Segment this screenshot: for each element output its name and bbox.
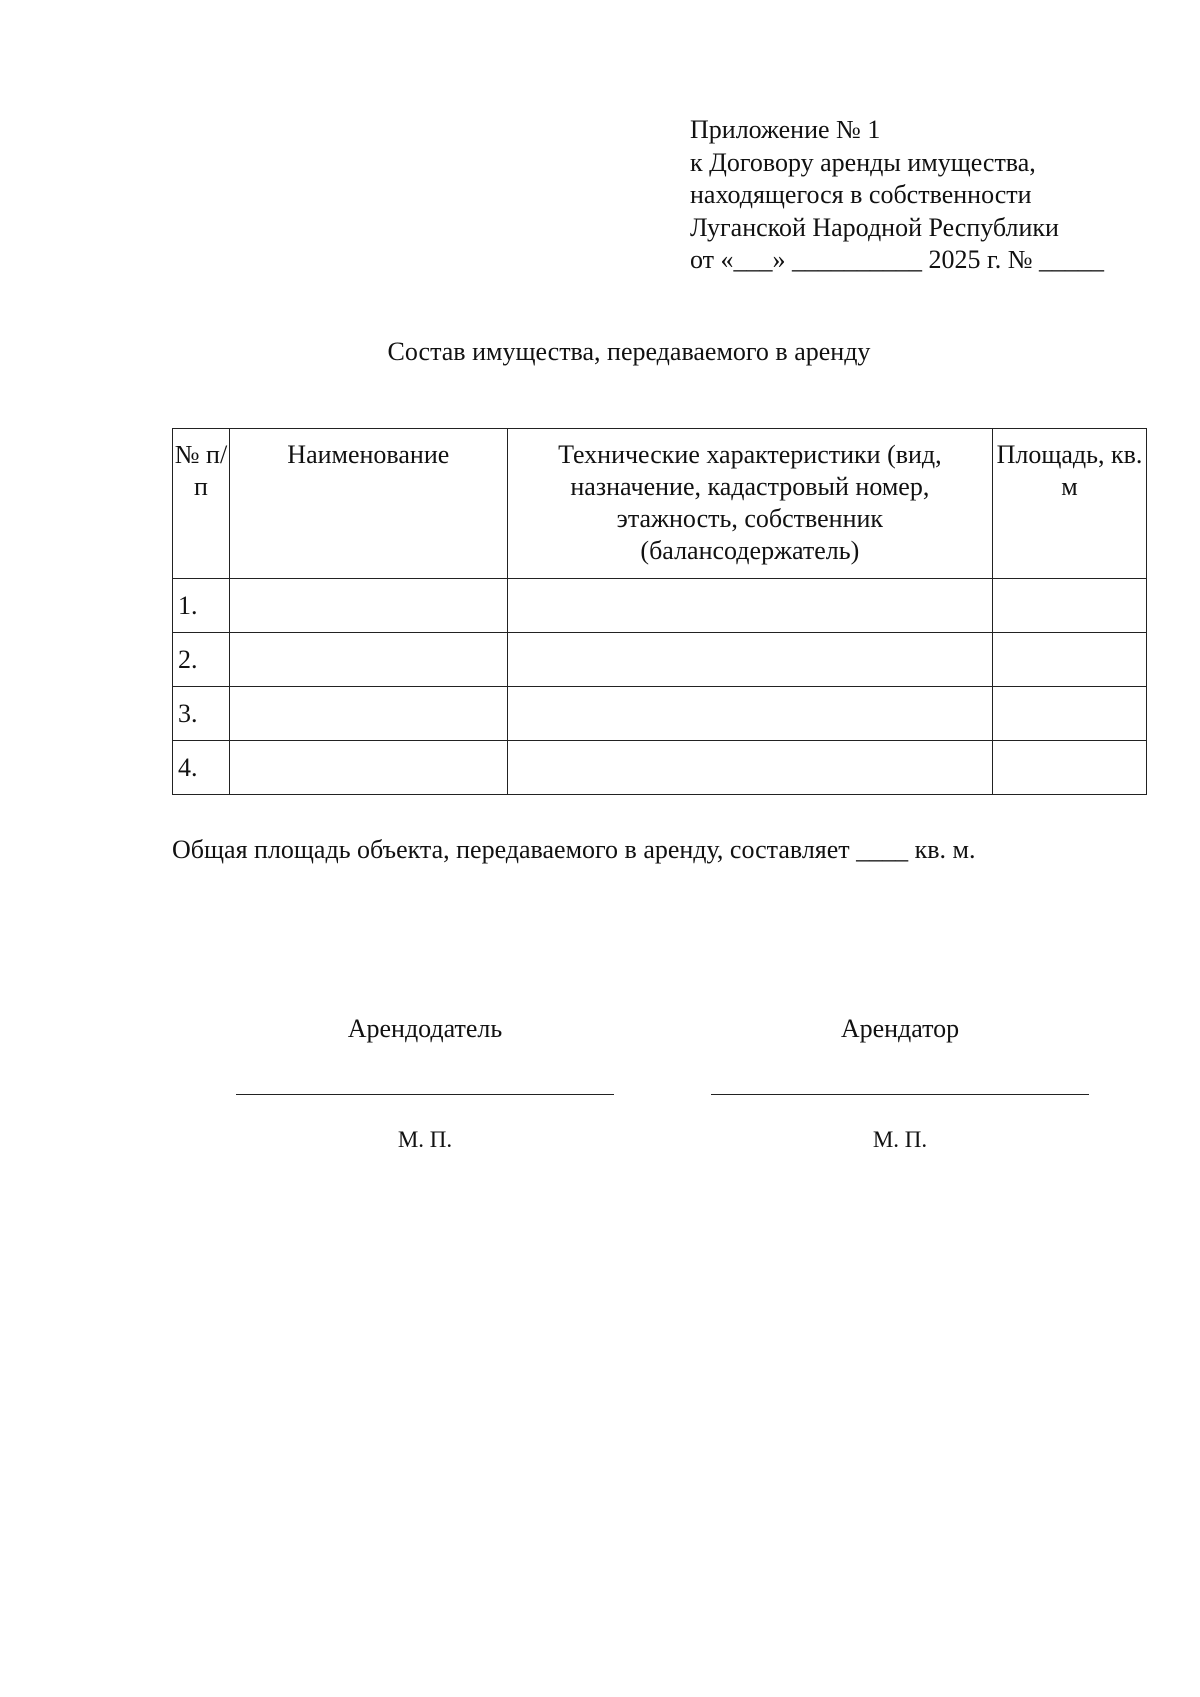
total-area-text: Общая площадь объекта, передаваемого в аренду, составляет ____ кв. м. (172, 835, 976, 864)
appendix-number: Приложение № 1 (690, 115, 881, 144)
cell-tech (507, 633, 992, 687)
lessor-stamp-mark: М. П. (397, 1127, 453, 1152)
cell-num: 1. (173, 579, 230, 633)
cell-area (993, 579, 1147, 633)
lessee-label: Арендатор (840, 1014, 960, 1043)
appendix-header (690, 114, 1104, 277)
cell-area (993, 687, 1147, 741)
lessor-signature-line (236, 1094, 614, 1095)
header-name: Наименование (229, 429, 507, 579)
document-title: Состав имущества, передаваемого в аренду (387, 337, 871, 366)
lessee-stamp-mark: М. П. (872, 1127, 928, 1152)
cell-tech (507, 687, 992, 741)
cell-name (229, 579, 507, 633)
cell-num: 2. (173, 633, 230, 687)
table-row (173, 633, 1147, 687)
cell-name (229, 741, 507, 795)
cell-num: 4. (173, 741, 230, 795)
header-area: Площадь, кв. м (993, 429, 1147, 579)
cell-name (229, 687, 507, 741)
cell-area (993, 633, 1147, 687)
table-row (173, 579, 1147, 633)
cell-num: 3. (173, 687, 230, 741)
cell-tech (507, 579, 992, 633)
lessee-signature-line (711, 1094, 1089, 1095)
cell-name (229, 633, 507, 687)
table-row (173, 741, 1147, 795)
appendix-ownership: находящегося в собственности (690, 180, 1032, 209)
cell-tech (507, 741, 992, 795)
appendix-contract-ref: к Договору аренды имущества, (690, 147, 1036, 177)
table-header-row (173, 429, 1147, 579)
lessor-label: Арендодатель (347, 1014, 503, 1043)
appendix-date-number: от «___» __________ 2025 г. № _____ (690, 245, 1105, 274)
cell-area (993, 741, 1147, 795)
table-row (173, 687, 1147, 741)
appendix-republic: Луганской Народной Республики (690, 212, 1059, 242)
header-tech: Технические характеристики (вид, назначение, кадастровый номер, этажность, собственник (балансодержатель) (507, 429, 992, 579)
property-table (172, 428, 1147, 795)
header-num: № п/п (173, 429, 230, 579)
